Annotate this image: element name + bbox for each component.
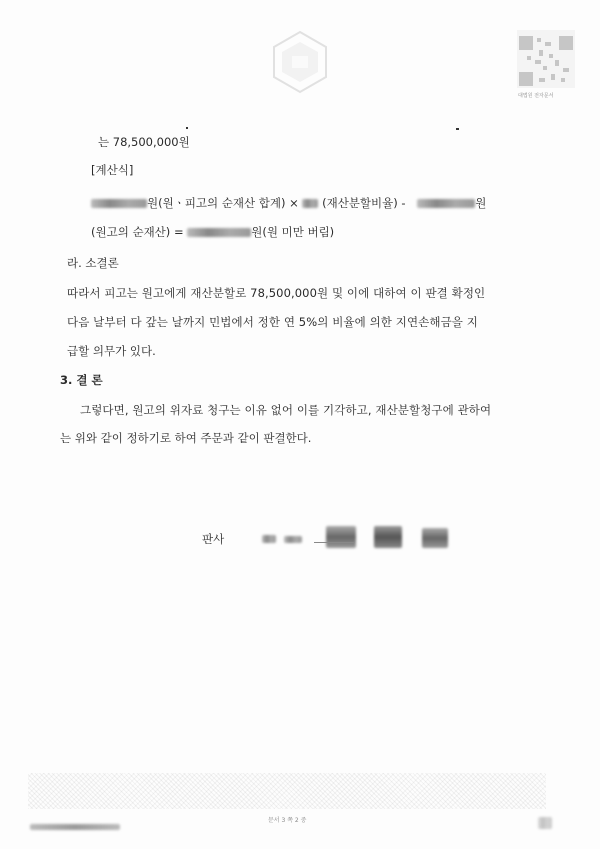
calc-text: 원	[475, 196, 487, 210]
section-3-heading: 3. 결 론	[60, 373, 103, 387]
court-seal-icon	[268, 30, 332, 94]
scan-speck	[456, 128, 459, 130]
footer-page-info: 문서 3 쪽 2 중	[268, 817, 307, 824]
redacted-value	[30, 824, 120, 830]
redacted-value	[91, 199, 147, 208]
redacted-value	[417, 199, 475, 208]
judge-label: 판사	[202, 532, 225, 546]
footer-mark	[538, 812, 552, 826]
calc-text: 원(원 미만 버림)	[251, 225, 335, 239]
section-ra-heading: 라. 소결론	[67, 256, 119, 270]
redacted-value	[262, 535, 276, 543]
redacted-value	[374, 526, 402, 548]
signature-line	[314, 542, 354, 543]
calc-label: [계산식]	[91, 163, 134, 177]
calc-text: (재산분할비율) -	[322, 196, 406, 210]
paragraph-line: 다음 날부터 다 갚는 날까지 민법에서 정한 연 5%의 비율에 의한 지연손해금을 지	[67, 315, 478, 329]
calc-text: (원고의 순재산) =	[91, 225, 184, 239]
footer-security-pattern	[28, 773, 546, 809]
calc-text: 원(원ㆍ피고의 순재산 합계) ×	[147, 196, 299, 210]
redacted-value	[422, 528, 448, 548]
redacted-value	[187, 228, 251, 237]
redacted-value	[326, 526, 356, 548]
paragraph-line: 는 위와 같이 정하기로 하여 주문과 같이 판결한다.	[60, 431, 312, 445]
calc-line-1	[91, 196, 486, 210]
amount-line: 는 78,500,000원	[98, 135, 190, 149]
qr-code-icon	[517, 30, 575, 88]
paragraph-line: 따라서 피고는 원고에게 재산분할로 78,500,000원 및 이에 대하여 이 판결 확정인	[67, 286, 486, 300]
footer-code-redacted	[30, 816, 120, 835]
paragraph-line: 그렇다면, 원고의 위자료 청구는 이유 없어 이를 기각하고, 재산분할청구에 관하여	[80, 403, 492, 417]
paragraph-line: 급할 의무가 있다.	[67, 344, 156, 358]
redacted-value	[302, 199, 318, 208]
redacted-value	[538, 817, 552, 829]
scan-speck	[186, 127, 188, 129]
calc-line-2	[91, 225, 334, 239]
redacted-value	[284, 536, 302, 543]
qr-caption: 대법원 전자문서	[518, 93, 554, 99]
